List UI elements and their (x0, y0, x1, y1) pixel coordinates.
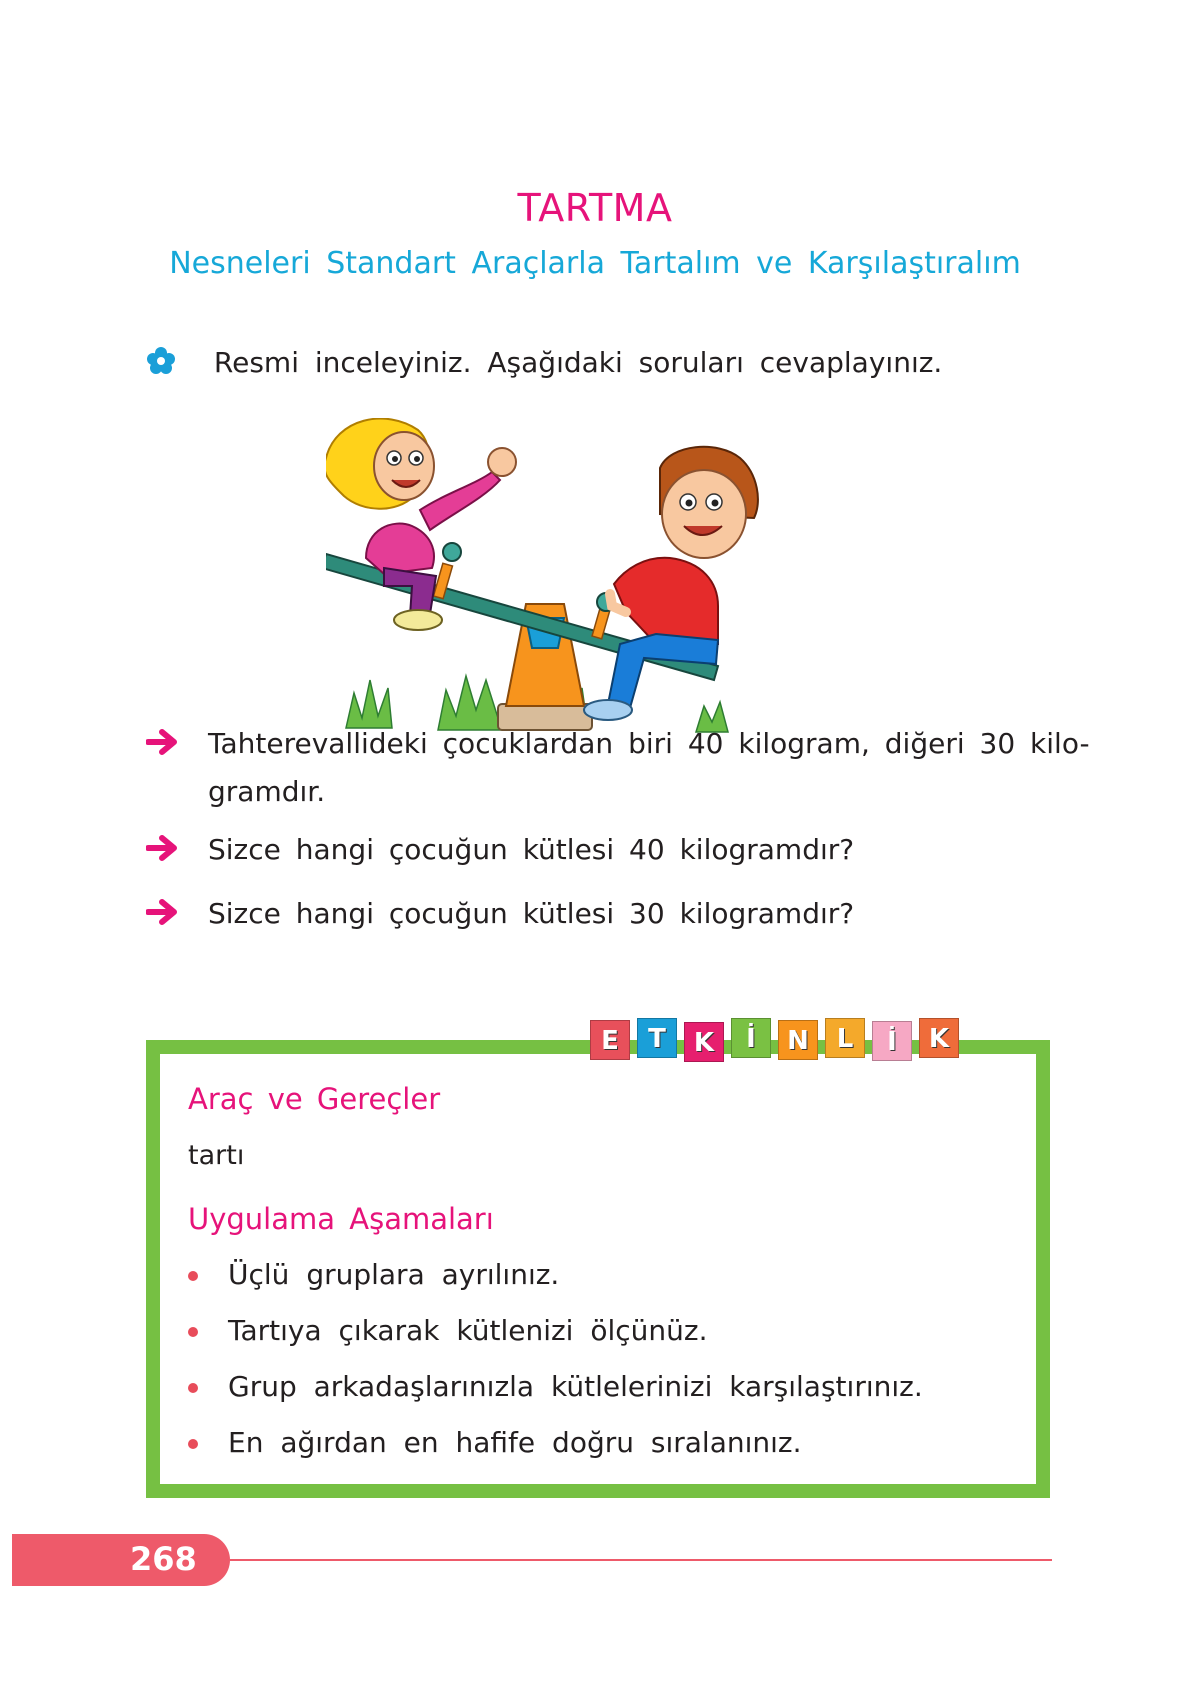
question-text: Sizce hangi çocuğun kütlesi 30 kilogramdır? (208, 897, 855, 930)
question-text-continued: gramdır. (208, 775, 326, 808)
banner-letter: N (778, 1020, 818, 1060)
banner-letter: K (919, 1018, 959, 1058)
boy-figure (584, 447, 758, 720)
question-text: Sizce hangi çocuğun kütlesi 40 kilogramdır? (208, 833, 855, 866)
bullet-dot-icon (188, 1439, 198, 1449)
banner-letter: L (825, 1018, 865, 1058)
bullet-dot-icon (188, 1383, 198, 1393)
flower-icon (146, 346, 176, 376)
banner-letter: İ (731, 1018, 771, 1058)
question-item (146, 890, 1046, 938)
question-item (146, 826, 1046, 874)
banner-letter: T (637, 1018, 677, 1058)
girl-figure (326, 419, 516, 630)
intro-text: Resmi inceleyiniz. Aşağıdaki soruları cevaplayınız. (213, 346, 943, 379)
intro-instruction (146, 346, 942, 379)
page-number: 268 (130, 1540, 197, 1578)
page-title: TARTMA (517, 186, 673, 230)
activity-box: Araç ve Gereçler tartı Uygulama Aşamaları Üçlü gruplara ayrılınız. Tartıya çıkarak kütlenizi ölçünüz. Grup arkadaşlarınızla kütlelerinizi karşılaştırınız. En ağırdan en hafife doğru sıralanınız. (146, 1040, 1050, 1498)
tools-heading: Araç ve Gereçler (188, 1082, 441, 1116)
footer-divider (230, 1559, 1052, 1561)
banner-letter: İ (872, 1021, 912, 1061)
banner-letter: E (590, 1020, 630, 1060)
arrow-right-icon (146, 834, 180, 862)
steps-heading: Uygulama Aşamaları (188, 1202, 494, 1236)
page-number-tab (12, 1534, 230, 1586)
arrow-right-icon (146, 728, 180, 756)
page-subtitle: Nesneleri Standart Araçlarla Tartalım ve Karşılaştıralım (169, 246, 1021, 281)
question-item (146, 720, 1090, 816)
question-text: Tahterevallideki çocuklardan biri 40 kilogram, diğeri 30 kilo- (208, 727, 1090, 760)
tools-text: tartı (188, 1140, 245, 1171)
arrow-right-icon (146, 898, 180, 926)
bullet-dot-icon (188, 1271, 198, 1281)
bullet-dot-icon (188, 1327, 198, 1337)
banner-letter: K (684, 1022, 724, 1062)
